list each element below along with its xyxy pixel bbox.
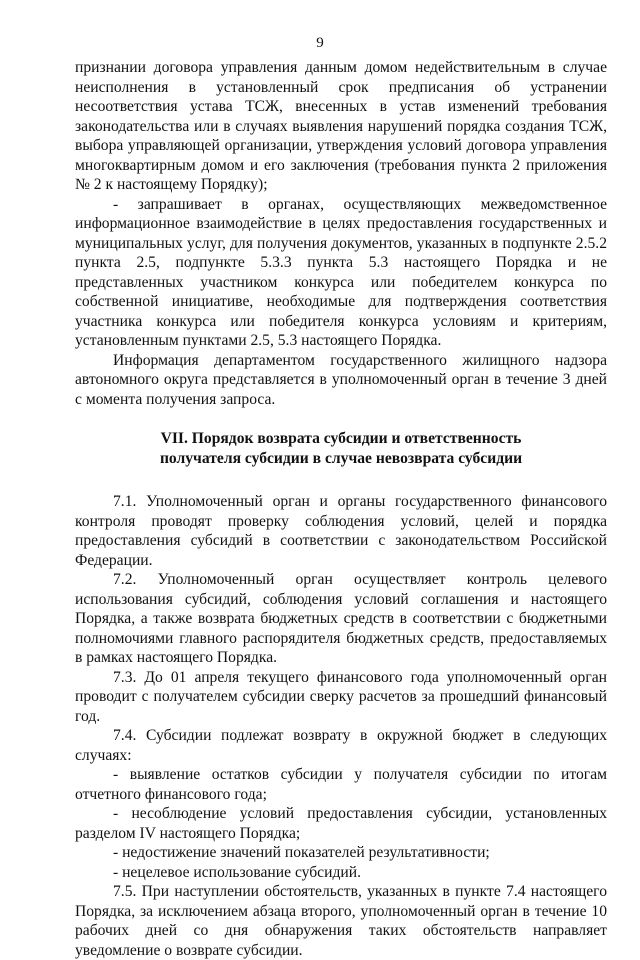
- paragraph-information-deadline: Информация департаментом государственного жилищного надзора автономного округа представляется в уполномоченный орган в течение 3 дней с момента получения запроса.: [75, 351, 607, 408]
- paragraph-request-list-item: - запрашивает в органах, осуществляющих межведомственное информационное взаимодействие в целях предоставления государственных и муниципальных услуг, для получения документов, указанных в подпункте 2.5.2 пункта 2.5, подпункте 5.3.3 пункта 5.3 настоящего Порядка и не представленных участником конкурса или победителем конкурса по собственной инициативе, необходимые для подтверждения соответствия участника конкурса или победителя конкурса условиям и критериям, установленным пунктами 2.5, 5.3 настоящего Порядка.: [75, 195, 607, 349]
- list-item-noncompliance: - несоблюдение условий предоставления субсидии, установленных разделом IV настоящего Порядка;: [75, 805, 607, 842]
- paragraph-7-1: 7.1. Уполномоченный орган и органы государственного финансового контроля проводят проверку соблюдения условий, целей и порядка предоставления субсидий в соответствии с законодательством Российской Федерации.: [75, 493, 607, 569]
- section-heading-line-1: VII. Порядок возврата субсидии и ответственность: [160, 430, 522, 447]
- list-item-misuse: - нецелевое использование субсидий.: [113, 863, 361, 881]
- section-heading-line-2: получателя субсидии в случае невозврата субсидии: [159, 450, 523, 467]
- paragraph-7-2: 7.2. Уполномоченный орган осуществляет контроль целевого использования субсидий, соблюдения условий соглашения и настоящего Порядка, а также возврата бюджетных средств в соответствии с бюджетными полномочиями главного распорядителя бюджетных средств, предоставляемых в рамках настоящего Порядка.: [75, 571, 607, 666]
- page-number: 9: [316, 35, 324, 51]
- paragraph-7-3: 7.3. До 01 апреля текущего финансового года уполномоченный орган проводит с получателем субсидии сверку расчетов за прошедший финансовый год.: [75, 668, 607, 725]
- list-item-remaining-balance: - выявление остатков субсидии у получателя субсидии по итогам отчетного финансового года;: [75, 766, 607, 803]
- paragraph-continuation: признании договора управления данным домом недействительным в случае неисполнения в установленный срок предписания об устранении несоответствия устава ТСЖ, внесенных в устав изменений требования законодательства или в случаях выявления нарушений порядка создания ТСЖ, выбора управляющей организации, утверждения условий договора управления многоквартирным домом и его заключения (требования пункта 2 приложения № 2 к настоящему Порядку);: [75, 59, 607, 193]
- document-body: [75, 58, 607, 960]
- paragraph-7-5: 7.5. При наступлении обстоятельств, указанных в пункте 7.4 настоящего Порядка, за исключением абзаца второго, уполномоченный орган в течение 10 рабочих дней со дня обнаружения таких обстоятельств направляет уведомление о возврате субсидии.: [75, 883, 607, 959]
- paragraph-7-4: 7.4. Субсидии подлежат возврату в окружной бюджет в следующих случаях:: [75, 727, 607, 764]
- section-heading: [75, 429, 607, 469]
- list-item-indicators-not-achieved: - недостижение значений показателей результативности;: [113, 844, 490, 861]
